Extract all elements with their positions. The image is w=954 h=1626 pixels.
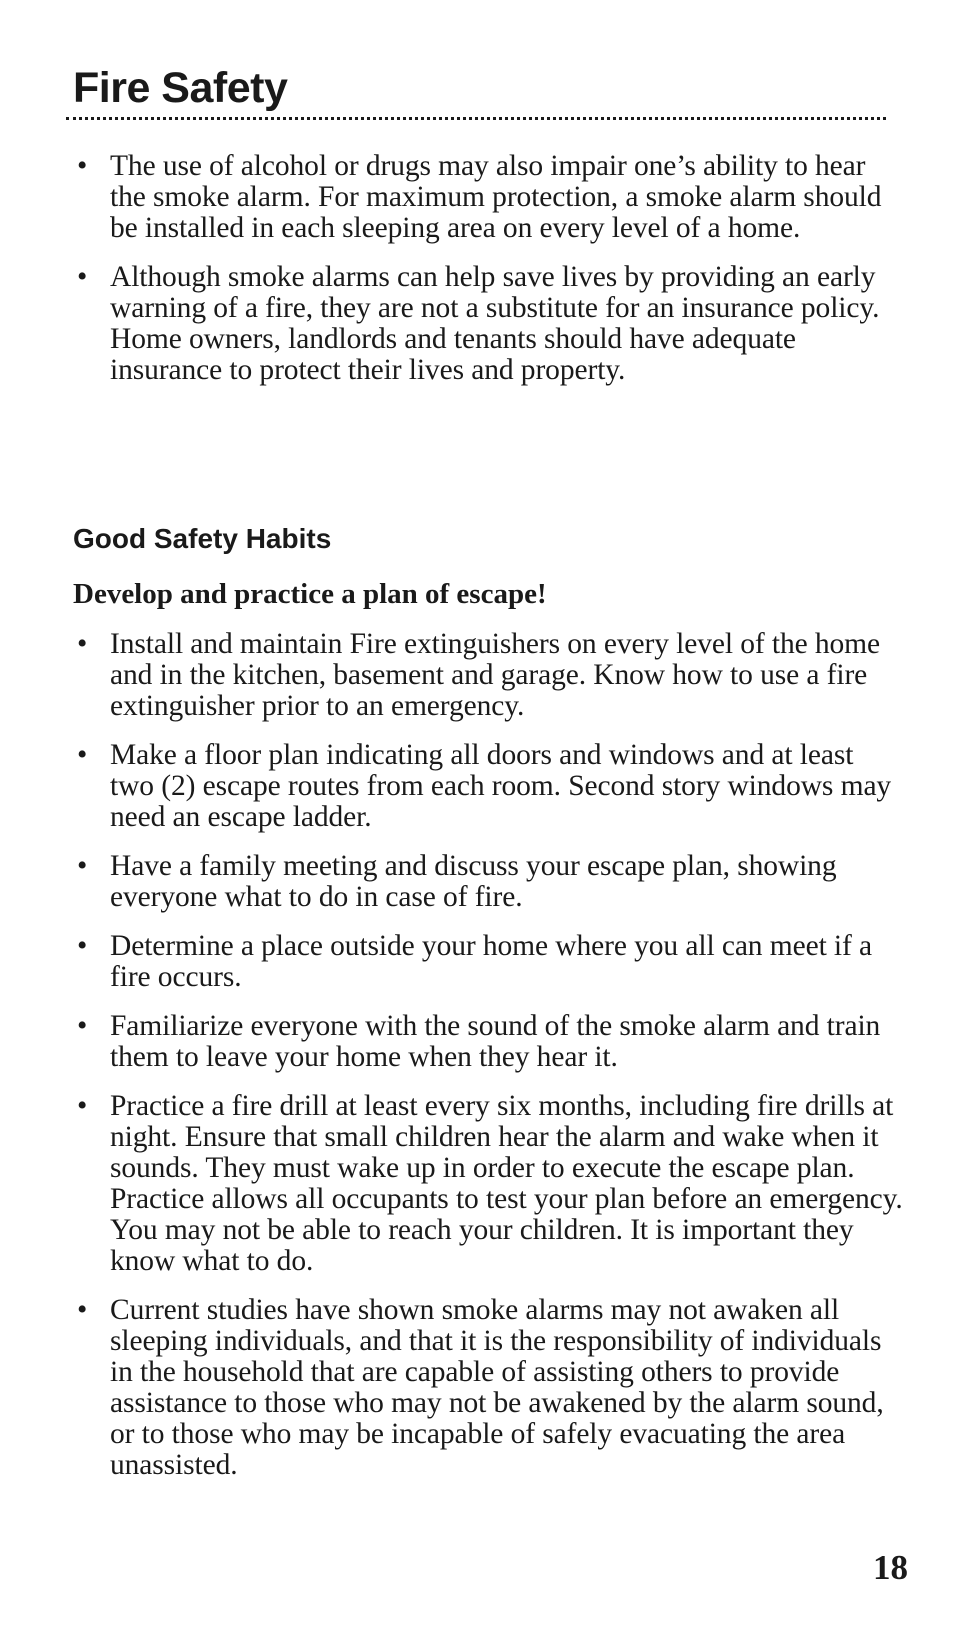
list-item-text: Although smoke alarms can help save lives by providing an early warning of a fire, they are not a substitute for an insurance policy. Home owners, landlords and tenants should have adequate insurance to protect their lives and property. [110,261,880,386]
bullet-icon: • [77,1294,88,1326]
page-number: 18 [873,1548,908,1587]
bullet-icon: • [77,628,88,660]
list-item [73,740,903,833]
section-lead: Develop and practice a plan of escape! [73,578,547,610]
list-item [73,1011,903,1073]
list-item-text: Determine a place outside your home where you all can meet if a fire occurs. [110,930,873,993]
list-item [73,851,903,913]
list-item [73,629,903,722]
bullet-icon: • [77,261,88,293]
bullet-icon: • [77,850,88,882]
list-item [73,931,903,993]
list-item-text: Practice a fire drill at least every six months, including fire drills at night. Ensure that small children hear the alarm and wake when it sounds. They must wake up in order to execute the escape plan. Practice allows all occupants to test your plan before an emergency. You may not be able to reach your children. It is important they know what to do. [110,1090,903,1277]
list-item-text: Install and maintain Fire extinguishers on every level of the home and in the kitchen, basement and garage. Know how to use a fire extinguisher prior to an emergency. [110,628,881,722]
title-divider [66,117,886,120]
list-item [73,151,903,244]
list-item-text: Have a family meeting and discuss your escape plan, showing everyone what to do in case of fire. [110,850,837,913]
list-item-text: Make a floor plan indicating all doors and windows and at least two (2) escape routes from each room. Second story windows may need an escape ladder. [110,739,892,833]
bullet-icon: • [77,1090,88,1122]
section-heading: Good Safety Habits [73,523,332,554]
list-item-text: Current studies have shown smoke alarms may not awaken all sleeping individuals, and that it is the responsibility of individuals in the household that are capable of assisting others to provide assistance to those who may not be awakened by the alarm sound, or to those who may be incapable of safely evacuating the area unassisted. [110,1294,884,1481]
list-item [73,262,903,386]
safety-habits-list [73,629,903,1499]
bullet-icon: • [77,739,88,771]
list-item [73,1091,903,1277]
list-item-text: The use of alcohol or drugs may also impair one’s ability to hear the smoke alarm. For maximum protection, a smoke alarm should be installed in each sleeping area on every level of a home. [110,150,882,244]
list-item-text: Familiarize everyone with the sound of the smoke alarm and train them to leave your home when they hear it. [110,1010,881,1073]
bullet-icon: • [77,150,88,182]
bullet-icon: • [77,1010,88,1042]
intro-bullet-list [73,151,903,404]
page-title: Fire Safety [73,64,288,112]
list-item [73,1295,903,1481]
bullet-icon: • [77,930,88,962]
